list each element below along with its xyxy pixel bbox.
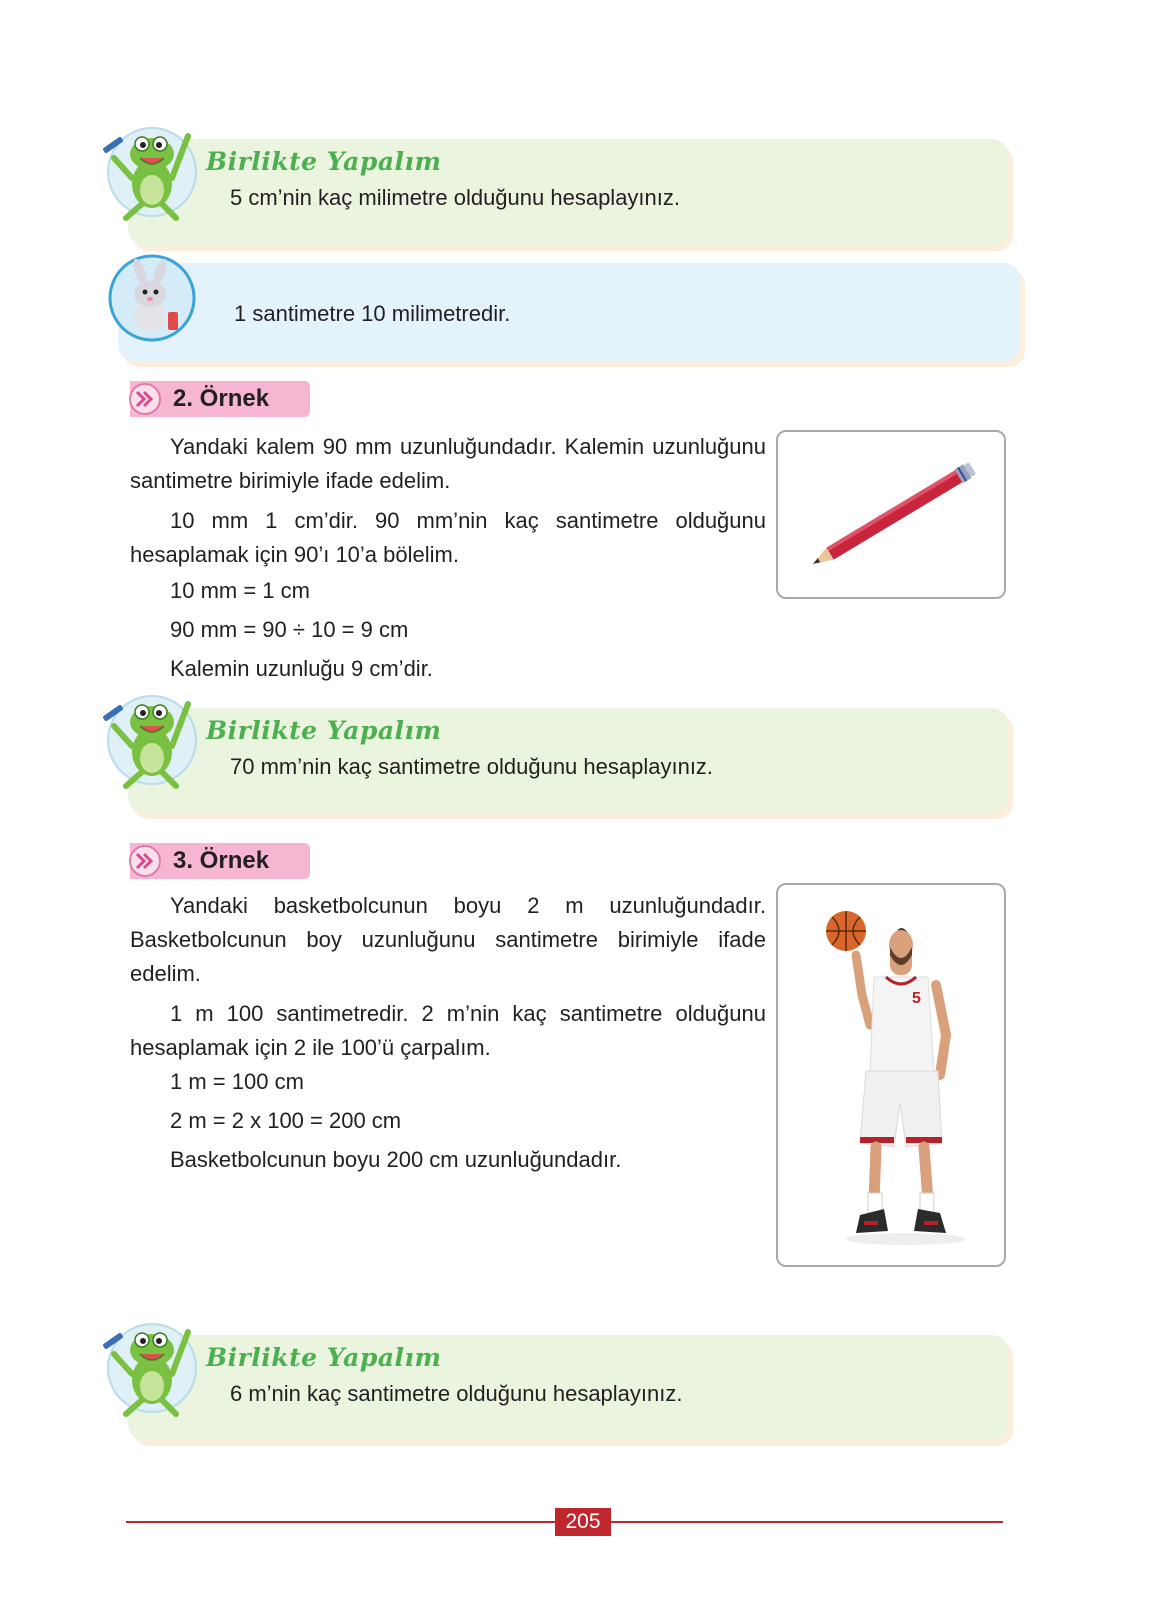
birlikte-yapalim-box-2	[128, 708, 1008, 813]
basketball-player-illustration	[778, 885, 1004, 1265]
hint-text: 1 santimetre 10 milimetredir.	[234, 301, 511, 326]
example-2-paragraph-1: Yandaki kalem 90 mm uzunluğundadır. Kalemin uzunluğunu santimetre birimiyle ifade edelim.	[130, 434, 766, 493]
birlikte-yapalim-box-1	[128, 139, 1008, 245]
box-text: 6 m’nin kaç santimetre olduğunu hesaplayınız.	[230, 1381, 683, 1406]
example-2-label: 2. Örnek	[173, 385, 270, 412]
jersey-number: 5	[912, 990, 921, 1007]
birlikte-yapalim-box-3	[128, 1335, 1008, 1440]
example-2-heading	[130, 381, 310, 417]
hint-box	[118, 263, 1020, 361]
pencil-image-frame	[776, 430, 1006, 599]
pencil-icon	[778, 432, 1004, 597]
frog-mascot-icon	[100, 690, 200, 792]
example-3-line-3: Basketbolcunun boyu 200 cm uzunluğundadır.	[170, 1147, 622, 1172]
basketball-player-image-frame	[776, 883, 1006, 1267]
box-text: 5 cm’nin kaç milimetre olduğunu hesaplayınız.	[230, 185, 681, 210]
example-3-line-2: 2 m = 2 x 100 = 200 cm	[170, 1108, 402, 1133]
example-2-text	[130, 430, 766, 572]
box-text: 70 mm’nin kaç santimetre olduğunu hesaplayınız.	[230, 754, 714, 779]
example-2-line-1: 10 mm = 1 cm	[170, 578, 310, 603]
box-title: Birlikte Yapalım	[206, 147, 442, 176]
example-2-line-3: Kalemin uzunluğu 9 cm’dir.	[170, 656, 433, 681]
example-3-paragraph-1: Yandaki basketbolcunun boyu 2 m uzunluğundadır. Basketbolcunun boy uzunluğunu santimetre birimiyle ifade edelim.	[130, 893, 766, 986]
example-3-paragraph-2: 1 m 100 santimetredir. 2 m’nin kaç santimetre olduğunu hesaplamak için 2 ile 100’ü çarpalım.	[130, 1001, 766, 1060]
example-2-line-2: 90 mm = 90 ÷ 10 = 9 cm	[170, 617, 409, 642]
example-3-text	[130, 889, 766, 1065]
example-3-heading	[130, 843, 310, 879]
footer-line-right	[611, 1521, 1003, 1523]
frog-mascot-icon	[100, 1318, 200, 1420]
box-title: Birlikte Yapalım	[206, 1343, 442, 1372]
double-chevron-icon	[128, 844, 162, 878]
double-chevron-icon	[128, 382, 162, 416]
footer-line-left	[126, 1521, 555, 1523]
example-3-label: 3. Örnek	[173, 847, 270, 874]
example-2-paragraph-2: 10 mm 1 cm’dir. 90 mm’nin kaç santimetre olduğunu hesaplamak için 90’ı 10’a bölelim.	[130, 508, 766, 567]
example-3-line-1: 1 m = 100 cm	[170, 1069, 304, 1094]
frog-mascot-icon	[100, 122, 200, 224]
page-number: 205	[555, 1508, 611, 1536]
box-title: Birlikte Yapalım	[206, 716, 442, 745]
rabbit-mascot-icon	[106, 254, 198, 342]
